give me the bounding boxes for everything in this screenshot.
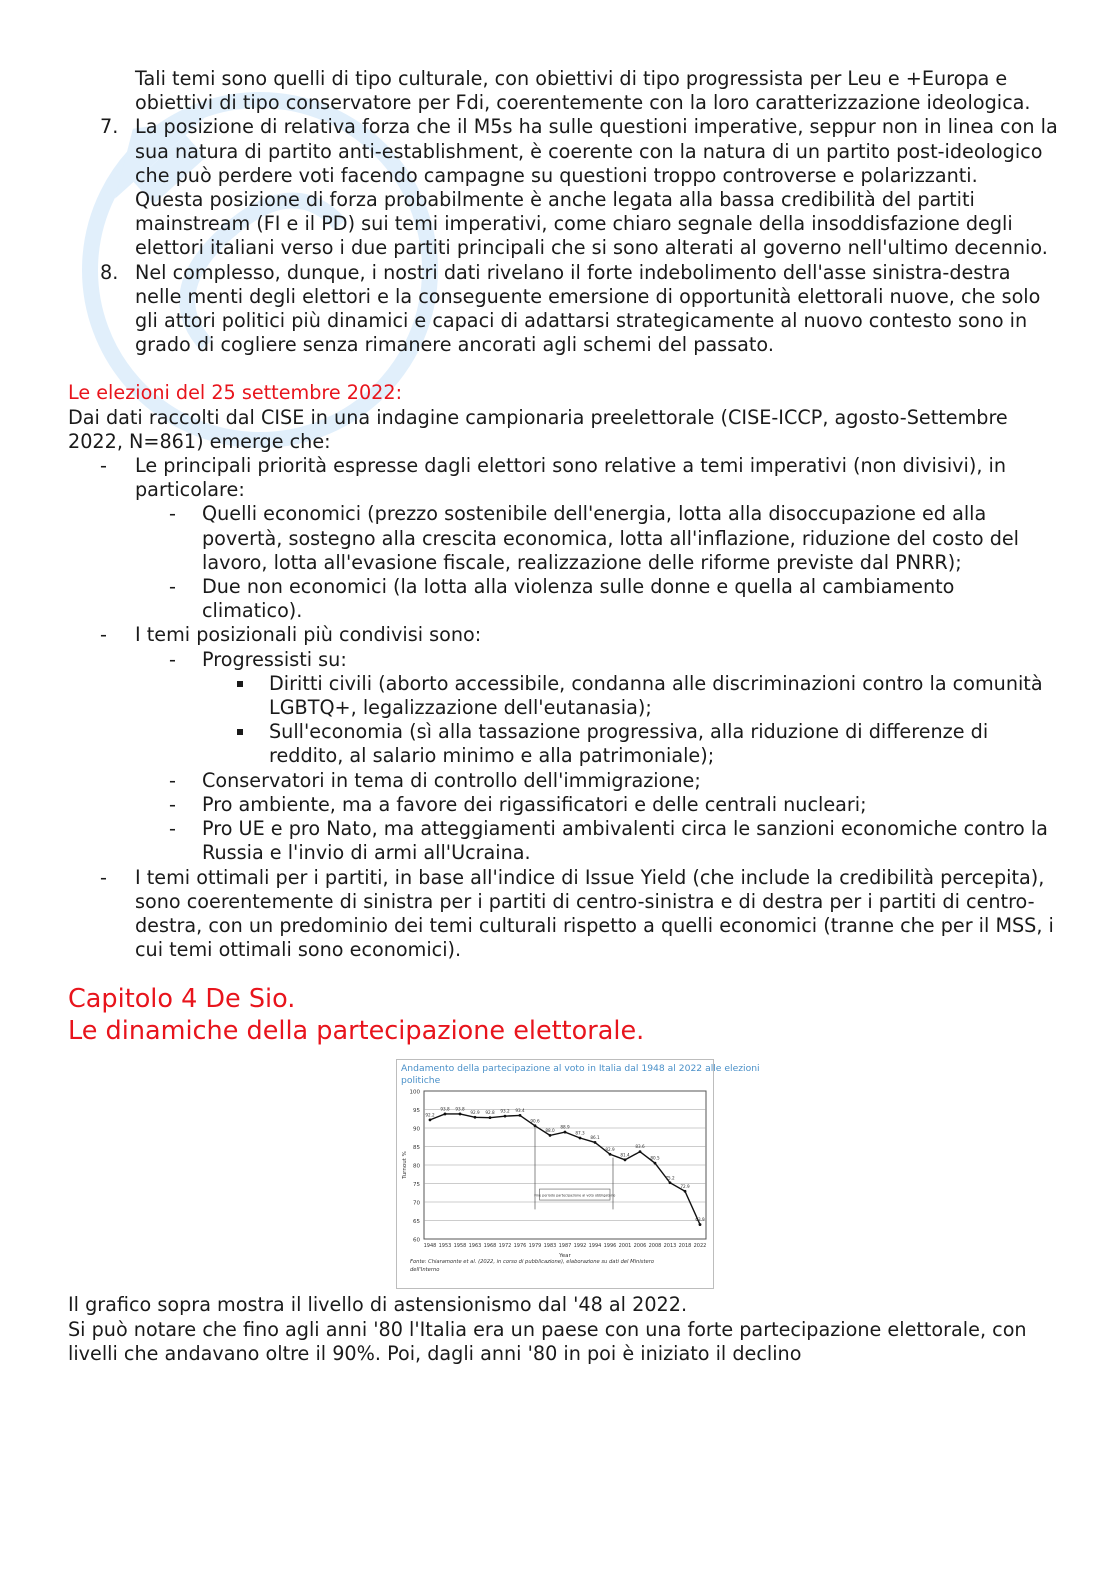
data-point [564,1131,567,1134]
y-tick-label: 95 [413,1108,420,1115]
x-tick-label: 1994 [588,1243,602,1250]
dash-marker: - [169,647,176,671]
dash-marker: - [100,454,107,478]
x-tick-label: 2018 [678,1243,692,1250]
data-point [654,1162,657,1165]
dash-marker: - [169,817,176,841]
sub-list [135,502,1058,623]
bullet-text: Le principali priorità espresse dagli elettori sono relative a temi imperativi (non divisivi), in particolare: [135,454,1007,502]
data-point [594,1141,597,1144]
bullet-list [68,454,1058,962]
data-point [549,1134,552,1137]
chapter-subtitle: Le dinamiche della partecipazione elettorale. [68,1015,645,1046]
section-intro: Dai dati raccolti dal CISE in una indagine campionaria preelettorale (CISE-ICCP, agosto-Settembre 2022, N=861) emerge che: [68,405,1008,453]
item-number: 8. [100,260,119,284]
data-point [444,1113,447,1116]
sub-item-text: Conservatori in tema di controllo dell'immigrazione; [202,768,701,792]
sub-item-text: Progressisti su: [202,647,347,671]
x-tick-label: 1979 [528,1243,542,1250]
square-item [202,672,1058,720]
data-point [579,1137,582,1140]
x-tick-label: 2001 [618,1243,632,1250]
numbered-item-8 [68,261,1058,358]
sub-item [135,575,1058,623]
data-point [534,1125,537,1128]
data-label: 81.4 [620,1152,630,1158]
sub-list [135,648,1058,866]
x-tick-label: 1948 [423,1243,437,1250]
data-label: 88.9 [560,1124,570,1130]
dash-marker: - [169,575,176,599]
top-paragraph: Tali temi sono quelli di tipo culturale, con obiettivi di tipo progressista per Leu e +Europa e obiettivi di tipo conservatore per Fdi, coerentemente con la loro caratterizzazione ideologica. [135,67,1031,115]
data-point [504,1115,507,1118]
chart-title-line-1: Andamento della partecipazione al voto in Italia dal 1948 al 2022 alle elezioni [401,1063,760,1075]
bullet-priorities [68,454,1058,623]
x-tick-label: 1953 [438,1243,452,1250]
bullet-positional-issues [68,623,1058,865]
data-label: 87.3 [575,1130,585,1136]
x-tick-label: 2013 [663,1243,677,1250]
chart-source-line-1: Fonte: Chiaramonte et al. (2022, in corso di pubblicazione), elaborazione su dati del Ministero [410,1259,655,1266]
sub-item-text: Pro UE e pro Nato, ma atteggiamenti ambivalenti circa le sanzioni economiche contro la Russia e l'invio di armi all'Ucraina. [202,817,1048,865]
y-axis-label: Turnout % [402,1151,408,1180]
dash-marker: - [169,768,176,792]
sub-item [135,817,1058,865]
chapter-title: Capitolo 4 De Sio. [68,984,296,1015]
bullet-text: I temi posizionali più condivisi sono: [135,623,482,647]
section-heading: Le elezioni del 25 settembre 2022: [68,381,403,405]
y-tick-label: 80 [413,1163,420,1170]
data-label: 75.2 [665,1175,675,1181]
data-label: 88.0 [545,1128,555,1134]
square-item [202,720,1058,768]
data-point [519,1114,522,1117]
x-axis-label: Year [559,1253,571,1260]
x-tick-label: 2008 [648,1243,662,1250]
sub-item [135,793,1058,817]
bottom-paragraph-2: Si può notare che fino agli anni '80 l'Italia era un paese con una forte partecipazione elettorale, con livelli che andavano oltre il 90%. Poi, dagli anni '80 in poi è iniziato il declino [68,1317,1027,1365]
item-extra-text: Questa posizione di forza probabilmente è anche legata alla bassa credibilità del partiti mainstream (FI e il PD) sui temi imperativi, come chiaro segnale della insoddisfazione degli elettori italiani verso i due partiti principali che si sono alterati al governo nell'ultimo decennio. [135,188,1048,260]
dash-marker: - [100,623,107,647]
data-label: 92.8 [485,1110,495,1116]
turnout-chart [396,1059,760,1289]
chart-title-line-2: politiche [401,1075,441,1087]
y-tick-label: 85 [413,1145,420,1152]
bullet-text: I temi ottimali per i partiti, in base all'indice di Issue Yield (che include la credibilità percepita), sono coerentemente di sinistra per i partiti di centro-sinistra e di destra per i partiti di centro-destra, con un predominio dei temi culturali rispetto a quelli economici (tranne che per il MSS, i cui temi ottimali sono economici). [135,865,1054,962]
data-label: 93.4 [515,1108,525,1114]
data-point [474,1116,477,1119]
sub-item [135,502,1058,575]
data-label: 83.6 [635,1144,645,1150]
sub-item-text: Quelli economici (prezzo sostenibile dell'energia, lotta alla disoccupazione ed alla povertà, sostegno alla crescita economica, lotta all'inflazione, riduzione del costo del lavoro, lotta all'evasione fiscale, realizzazione delle riforme previste dal PNRR); [202,502,1020,574]
data-label: 80.5 [650,1155,660,1161]
document-page [68,67,1058,1366]
x-tick-label: 1972 [498,1243,512,1250]
data-point [429,1119,432,1122]
y-tick-label: 75 [413,1182,420,1189]
x-tick-label: 1976 [513,1243,527,1250]
square-item-text: Diritti civili (aborto accessibile, condanna alle discriminazioni contro la comunità LGBTQ+, legalizzazione dell'eutanasia); [269,671,1043,720]
dash-marker: - [100,865,107,889]
numbered-item-7 [68,115,1058,260]
square-list [202,672,1058,769]
data-label: 92.2 [425,1112,435,1118]
data-point [489,1117,492,1120]
square-bullet-icon [237,729,243,735]
bottom-paragraph-1: Il grafico sopra mostra il livello di astensionismo dal '48 al 2022. [68,1293,688,1317]
item-number: 7. [100,115,119,139]
dash-marker: - [169,502,176,526]
data-label: 86.1 [590,1135,600,1141]
sub-item-text: Pro ambiente, ma a favore dei rigassificatori e delle centrali nucleari; [202,792,867,816]
square-item-text: Sull'economia (sì alla tassazione progressiva, alla riduzione di differenze di reddito, al salario minimo e alla patrimoniale); [269,720,989,768]
x-tick-label: 2006 [633,1243,647,1250]
x-tick-label: 2022 [693,1243,707,1250]
data-point [624,1159,627,1162]
legend-text: Fine periodo partecipazione al voto obbligatorio [534,1193,616,1198]
data-label: 93.2 [500,1108,510,1114]
data-point [609,1153,612,1156]
sub-item [135,648,1058,769]
data-label: 82.9 [605,1147,615,1153]
data-label: 72.9 [680,1184,690,1190]
data-point [684,1190,687,1193]
data-point [669,1182,672,1185]
y-tick-label: 60 [413,1237,420,1244]
data-label: 63.9 [695,1217,705,1223]
square-bullet-icon [237,681,243,687]
x-tick-label: 1992 [573,1243,587,1250]
x-tick-label: 1983 [543,1243,557,1250]
sub-item [135,769,1058,793]
data-label: 92.9 [470,1110,480,1116]
y-tick-label: 90 [413,1126,420,1133]
bullet-issue-yield [68,866,1058,963]
x-tick-label: 1987 [558,1243,572,1250]
x-tick-label: 1958 [453,1243,467,1250]
data-point [699,1223,702,1226]
data-point [639,1151,642,1154]
x-tick-label: 1996 [603,1243,617,1250]
data-label: 90.6 [530,1118,540,1124]
data-label: 93.8 [440,1106,450,1112]
y-tick-label: 100 [409,1089,420,1096]
turnout-chart-figure [396,1059,760,1289]
x-tick-label: 1963 [468,1243,482,1250]
y-tick-label: 70 [413,1200,420,1207]
data-label: 93.8 [455,1106,465,1112]
data-point [459,1113,462,1116]
chart-source-line-2: dell'Interno [410,1267,440,1274]
item-text: La posizione di relativa forza che il M5s ha sulle questioni imperative, seppur non in linea con la sua natura di partito anti-establishment, è coerente con la natura di un partito post-ideologico che può perdere voti facendo campagne su questioni troppo controverse e polarizzanti. [135,115,1058,187]
sub-item-text: Due non economici (la lotta alla violenza sulle donne e quella al cambiamento climatico). [202,575,955,623]
y-tick-label: 65 [413,1219,420,1226]
x-tick-label: 1968 [483,1243,497,1250]
item-text: Nel complesso, dunque, i nostri dati rivelano il forte indebolimento dell'asse sinistra-destra nelle menti degli elettori e la conseguente emersione di opportunità elettorali nuove, che solo gli attori politici più dinamici e capaci di adattarsi strategicamente al nuovo contesto sono in grado di cogliere senza rimanere ancorati agli schemi del passato. [135,260,1041,357]
dash-marker: - [169,792,176,816]
